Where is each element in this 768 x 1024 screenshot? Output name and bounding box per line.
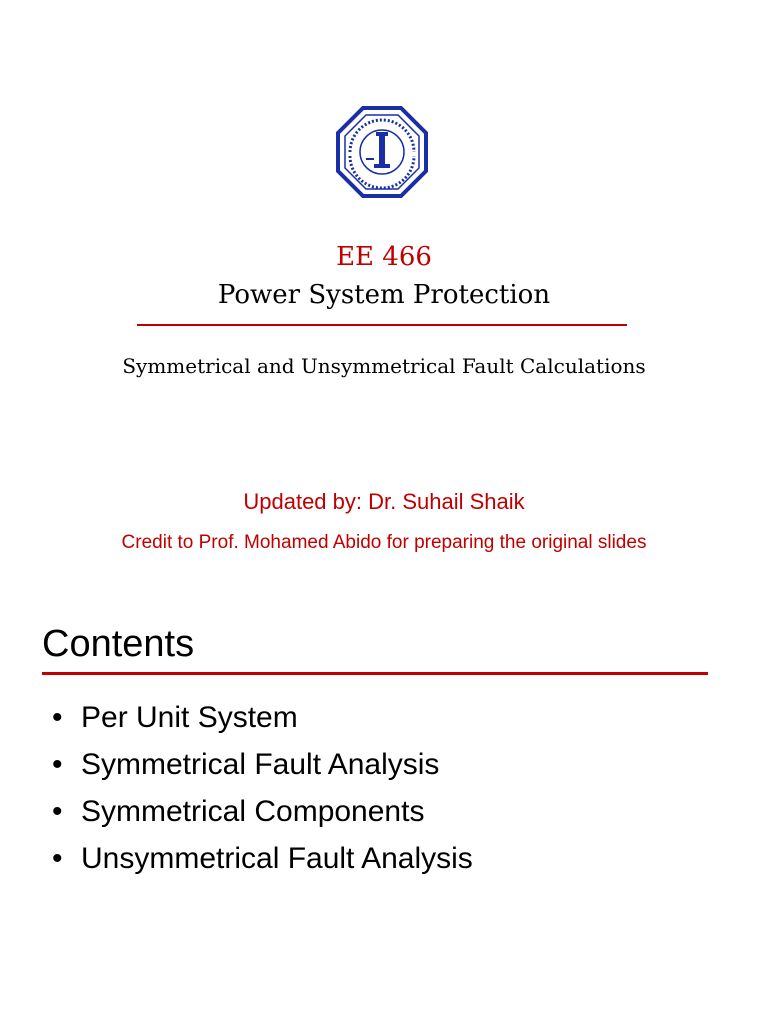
contents-heading: Contents: [42, 623, 195, 665]
university-seal-icon: [336, 106, 428, 198]
list-item: [52, 741, 473, 788]
credit-line: Credit to Prof. Mohamed Abido for preparing the original slides: [121, 532, 647, 553]
list-item: [52, 694, 473, 741]
contents-list: [52, 694, 473, 882]
list-item-label: Symmetrical Fault Analysis: [81, 748, 440, 781]
course-code: EE 466: [336, 242, 432, 272]
bullet-icon: •: [52, 795, 63, 828]
course-title: Power System Protection: [217, 280, 551, 310]
list-item: [52, 835, 473, 882]
updated-by-line: Updated by: Dr. Suhail Shaik: [243, 489, 525, 514]
lecture-subtitle: Symmetrical and Unsymmetrical Fault Calculations: [122, 354, 646, 378]
bullet-icon: •: [52, 701, 63, 734]
contents-divider: [42, 672, 708, 675]
bullet-icon: •: [52, 842, 63, 875]
list-item-label: Symmetrical Components: [81, 795, 425, 828]
title-divider: [137, 324, 627, 326]
list-item: [52, 788, 473, 835]
list-item-label: Unsymmetrical Fault Analysis: [81, 842, 473, 875]
bullet-icon: •: [52, 748, 63, 781]
list-item-label: Per Unit System: [81, 701, 298, 734]
